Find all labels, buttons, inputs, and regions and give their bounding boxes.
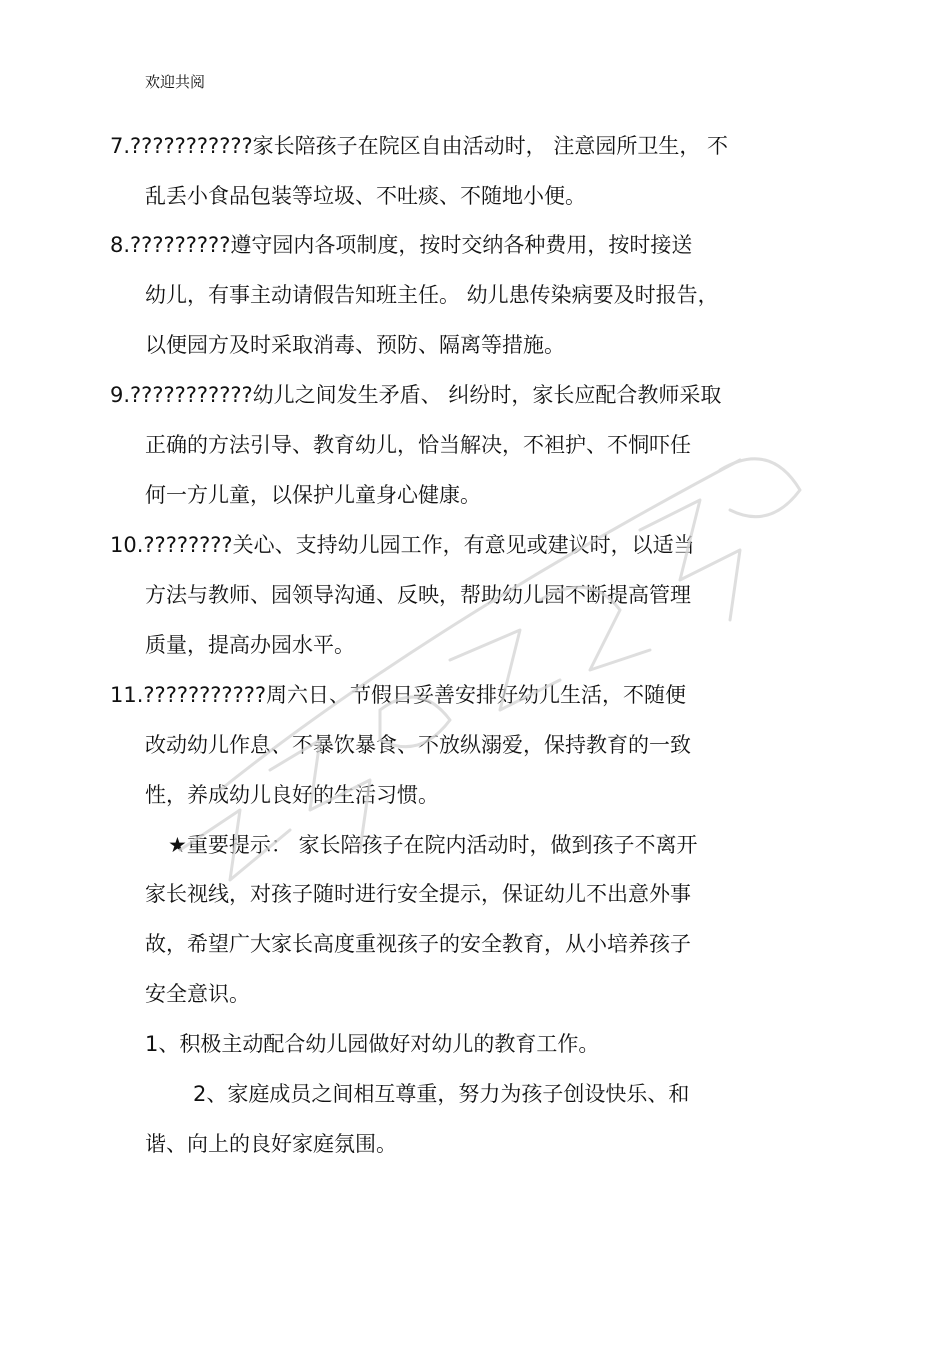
text-line: 以便园方及时采取消毒、预防、隔离等措施。: [145, 333, 565, 357]
text-line: 2、家庭成员之间相互尊重，努力为孩子创设快乐、和: [193, 1082, 690, 1106]
text-line: 安全意识。: [145, 982, 250, 1006]
text-line: 9.???????????幼儿之间发生矛盾、 纠纷时，家长应配合教师采取: [110, 383, 722, 407]
text-line: 11.???????????周六日、节假日妥善安排好幼儿生活，不随便: [110, 683, 687, 707]
text-line: 8.?????????遵守园内各项制度，按时交纳各种费用，按时接送: [110, 233, 693, 257]
text-line: 方法与教师、园领导沟通、反映，帮助幼儿园不断提高管理: [145, 583, 691, 607]
text-line: 1、积极主动配合幼儿园做好对幼儿的教育工作。: [145, 1032, 600, 1056]
text-line: 改动幼儿作息、不暴饮暴食、不放纵溺爱，保持教育的一致: [145, 733, 691, 757]
text-line: 故，希望广大家长高度重视孩子的安全教育，从小培养孩子: [145, 932, 691, 956]
text-line: 正确的方法引导、教育幼儿，恰当解决，不袒护、不恫吓任: [145, 433, 691, 457]
page-header-note: 欢迎共阅: [145, 73, 206, 91]
text-line: 乱丢小食品包装等垃圾、不吐痰、不随地小便。: [145, 184, 586, 208]
text-line: 幼儿，有事主动请假告知班主任。 幼儿患传染病要及时报告，: [145, 283, 719, 307]
text-line: 谐、向上的良好家庭氛围。: [145, 1132, 397, 1156]
important-notice-line: ★重要提示： 家长陪孩子在院内活动时，做到孩子不离开: [168, 833, 698, 857]
text-line: 何一方儿童，以保护儿童身心健康。: [145, 483, 481, 507]
text-line: 性，养成幼儿良好的生活习惯。: [145, 783, 439, 807]
text-line: 家长视线，对孩子随时进行安全提示，保证幼儿不出意外事: [145, 882, 691, 906]
text-line: 质量，提高办园水平。: [145, 633, 355, 657]
text-line: 10.????????关心、支持幼儿园工作，有意见或建议时，以适当: [110, 533, 695, 557]
text-line: 7.???????????家长陪孩子在院区自由活动时， 注意园所卫生， 不: [110, 134, 728, 158]
